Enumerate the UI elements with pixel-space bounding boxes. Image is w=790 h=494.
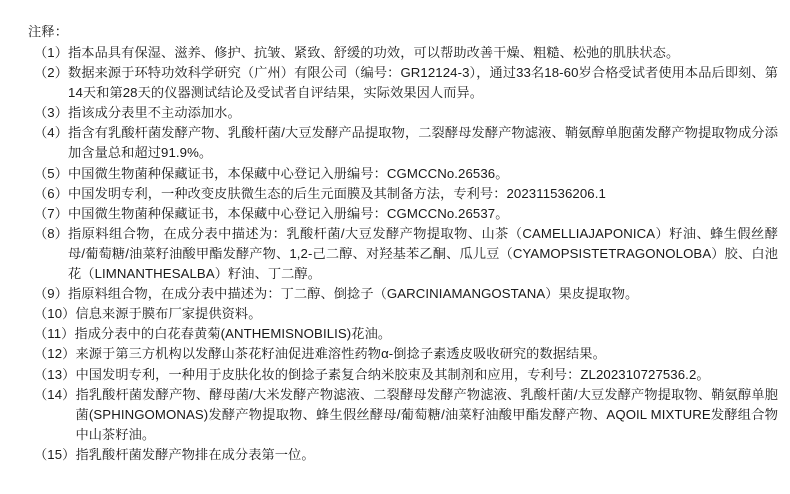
list-item bbox=[28, 284, 778, 304]
note-marker: （8） bbox=[34, 225, 69, 241]
note-text: 中国发明专利，一种用于皮肤化妆的倒捻子素复合纳米胶束及其制剂和应用，专利号：ZL202310727536.2。 bbox=[75, 366, 710, 382]
list-item bbox=[28, 123, 778, 163]
notes-list bbox=[28, 43, 778, 465]
note-text: 指该成分表里不主动添加水。 bbox=[68, 105, 241, 121]
note-text: 指乳酸杆菌发酵产物排在成分表第一位。 bbox=[75, 446, 315, 462]
list-item bbox=[28, 344, 778, 364]
note-marker: （5） bbox=[34, 165, 69, 181]
note-text: 指乳酸杆菌发酵产物、酵母菌/大米发酵产物滤液、二裂酵母发酵产物滤液、乳酸杆菌/大豆发酵产物提取物、鞘氨醇单胞菌(SPHINGOMONAS)发酵产物提取物、蜂生假丝酵母/葡萄糖/油菜籽油酸甲酯发酵产物、AQOIL MIXTURE发酵组合物中山茶籽油。 bbox=[75, 386, 778, 442]
note-marker: （12） bbox=[34, 346, 76, 362]
list-item bbox=[28, 164, 778, 184]
note-marker: （15） bbox=[34, 446, 76, 462]
note-text: 中国微生物菌种保藏证书，本保藏中心登记入册编号：CGMCCNo.26536。 bbox=[68, 165, 509, 181]
note-marker: （4） bbox=[34, 125, 69, 141]
list-item bbox=[28, 63, 778, 103]
note-text: 中国发明专利，一种改变皮肤微生态的后生元面膜及其制备方法，专利号：202311536206.1 bbox=[68, 185, 606, 201]
list-item bbox=[28, 184, 778, 204]
note-text: 指本品具有保湿、滋养、修护、抗皱、紧致、舒缓的功效，可以帮助改善干燥、粗糙、松弛的肌肤状态。 bbox=[68, 45, 680, 60]
list-item bbox=[28, 204, 778, 224]
note-marker: （10） bbox=[34, 306, 76, 322]
note-marker: （13） bbox=[34, 366, 76, 382]
list-item bbox=[28, 103, 778, 123]
note-text: 指成分表中的白花春黄菊(ANTHEMISNOBILIS)花油。 bbox=[74, 326, 392, 342]
note-marker: （7） bbox=[34, 205, 69, 221]
note-marker: （2） bbox=[34, 65, 69, 81]
note-text: 指含有乳酸杆菌发酵产物、乳酸杆菌/大豆发酵产品提取物，二裂酵母发酵产物滤液、鞘氨醇单胞菌发酵产物提取物成分添加含量总和超过91.9%。 bbox=[68, 125, 778, 161]
list-item bbox=[28, 385, 778, 445]
note-text: 指原料组合物，在成分表中描述为：乳酸杆菌/大豆发酵产物提取物、山茶（CAMELLIAJAPONICA）籽油、蜂生假丝酵母/葡萄糖/油菜籽油酸甲酯发酵产物、1,2-己二醇、对羟基苯乙酮、瓜儿豆（CYAMOPSISTETRAGONOLOBA）胶、白池花（LIMNANTHESALBA）籽油、丁二醇。 bbox=[68, 225, 778, 282]
note-text: 数据来源于环特功效科学研究（广州）有限公司（编号：GR12124-3），通过33名18-60岁合格受试者使用本品后即刻、第14天和第28天的仪器测试结论及受试者自评结果，实际效果因人而异。 bbox=[68, 65, 778, 101]
note-marker: （14） bbox=[34, 386, 76, 402]
list-item bbox=[28, 445, 778, 465]
note-marker: （6） bbox=[34, 185, 69, 201]
note-text: 信息来源于膜布厂家提供资料。 bbox=[75, 306, 262, 322]
list-item bbox=[28, 224, 778, 284]
note-marker: （3） bbox=[34, 105, 69, 121]
note-text: 指原料组合物，在成分表中描述为：丁二醇、倒捻子（GARCINIAMANGOSTANA）果皮提取物。 bbox=[68, 286, 639, 302]
note-marker: （9） bbox=[34, 286, 69, 302]
list-item bbox=[28, 43, 778, 63]
list-item bbox=[28, 304, 778, 324]
note-marker: （11） bbox=[34, 326, 75, 342]
page-title: 注释： bbox=[28, 24, 69, 39]
note-text: 来源于第三方机构以发酵山茶花籽油促进难溶性药物α-倒捻子素透皮吸收研究的数据结果。 bbox=[75, 346, 606, 362]
note-marker: （1） bbox=[34, 45, 69, 60]
note-text: 中国微生物菌种保藏证书，本保藏中心登记入册编号：CGMCCNo.26537。 bbox=[68, 205, 509, 221]
list-item bbox=[28, 365, 778, 385]
list-item bbox=[28, 324, 778, 344]
